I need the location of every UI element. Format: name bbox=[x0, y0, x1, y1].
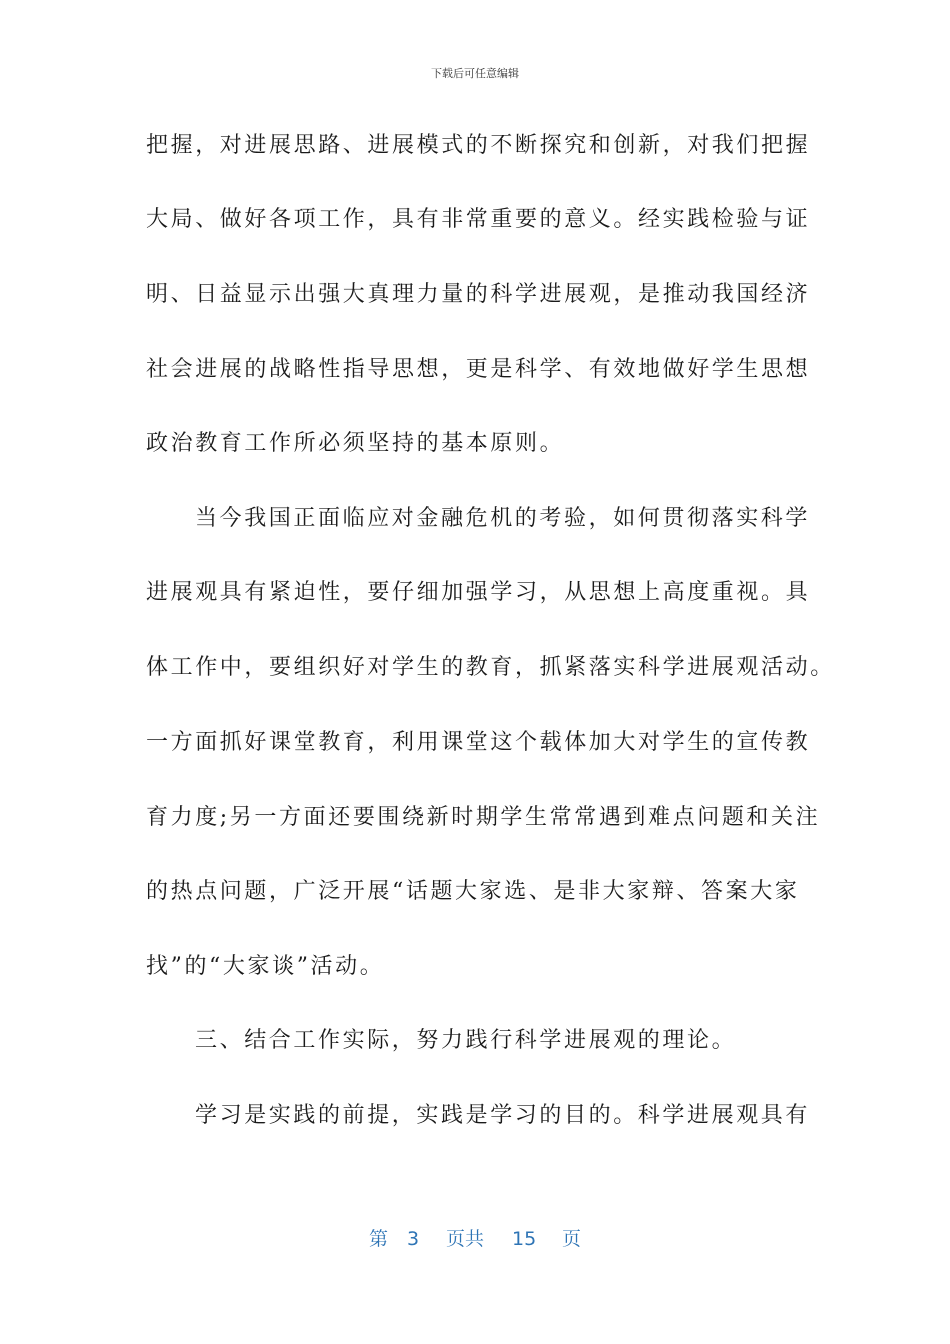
paragraph-first-line: 学习是实践的前提，实践是学习的目的。科学进展观具有 bbox=[195, 1103, 811, 1128]
page-suffix: 页 bbox=[562, 1228, 582, 1250]
paragraph-first-line: 当今我国正面临应对金融危机的考验，如何贯彻落实科学 bbox=[195, 506, 811, 531]
page-middle: 页共 bbox=[446, 1228, 485, 1250]
text-line: 大局、做好各项工作，具有非常重要的意义。经实践检验与证 bbox=[146, 207, 811, 232]
page-current: 3 bbox=[407, 1228, 420, 1250]
page-total: 15 bbox=[512, 1228, 537, 1250]
text-line: 政治教育工作所必须坚持的基本原则。 bbox=[146, 431, 565, 456]
text-line: 育力度;另一方面还要围绕新时期学生常常遇到难点问题和关注 bbox=[146, 805, 821, 830]
text-line: 进展观具有紧迫性，要仔细加强学习，从思想上高度重视。具 bbox=[146, 580, 811, 605]
section-heading: 三、结合工作实际，努力践行科学进展观的理论。 bbox=[195, 1028, 737, 1053]
header-note: 下载后可任意编辑 bbox=[431, 67, 519, 80]
text-line: 把握，对进展思路、进展模式的不断探究和创新，对我们把握 bbox=[146, 133, 811, 158]
page-prefix: 第 bbox=[369, 1228, 389, 1250]
text-line: 的热点问题，广泛开展“话题大家选、是非大家辩、答案大家 bbox=[146, 879, 800, 904]
text-line: 明、日益显示出强大真理力量的科学进展观，是推动我国经济 bbox=[146, 282, 811, 307]
text-line: 社会进展的战略性指导思想，更是科学、有效地做好学生思想 bbox=[146, 357, 811, 382]
page-footer bbox=[0, 1226, 950, 1252]
text-line: 一方面抓好课堂教育，利用课堂这个载体加大对学生的宣传教 bbox=[146, 730, 811, 755]
text-line: 找”的“大家谈”活动。 bbox=[146, 954, 385, 979]
text-line: 体工作中，要组织好对学生的教育，抓紧落实科学进展观活动。 bbox=[146, 655, 835, 680]
